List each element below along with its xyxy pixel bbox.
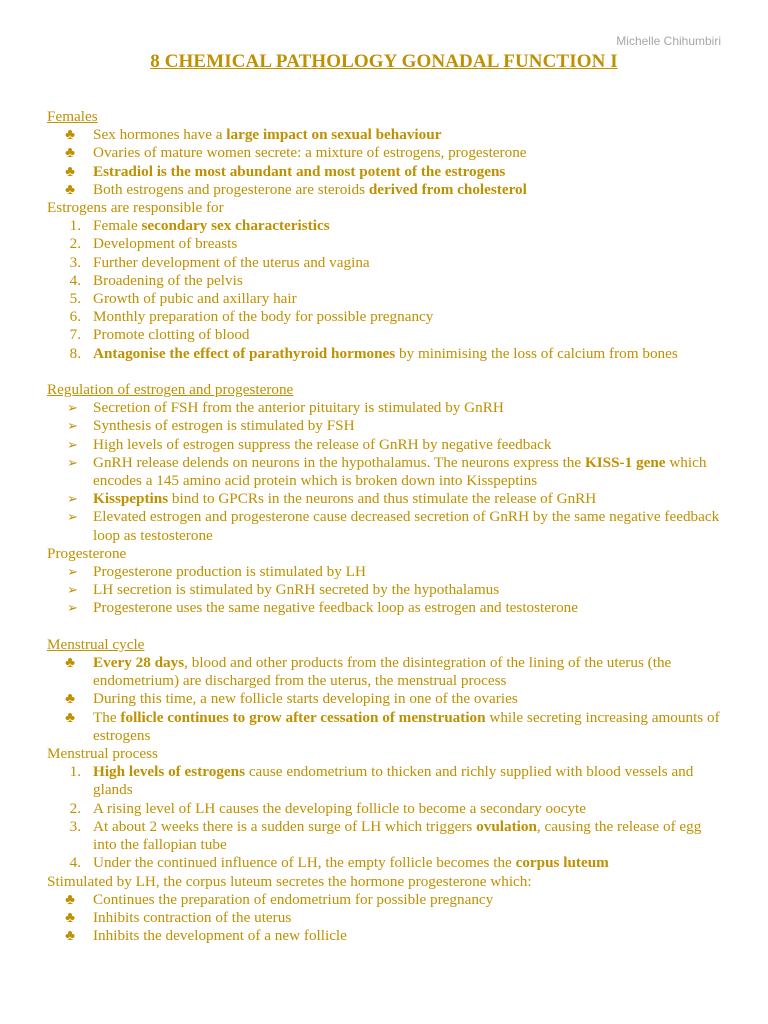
list-item: ➢ Secretion of FSH from the anterior pituitary is stimulated by GnRH — [47, 399, 727, 417]
menstrual-process-list — [47, 763, 727, 872]
arrow-bullet-icon: ➢ — [67, 418, 78, 434]
list-item: ➢ Progesterone production is stimulated by LH — [47, 563, 727, 581]
list-item: ➢ LH secretion is stimulated by GnRH secreted by the hypothalamus — [47, 581, 727, 599]
club-bullet-icon: ♣ — [65, 181, 75, 198]
arrow-bullet-icon: ➢ — [67, 509, 78, 525]
females-list — [47, 126, 727, 199]
author-name: Michelle Chihumbiri — [616, 34, 721, 48]
list-item: 1. Female secondary sex characteristics — [69, 217, 330, 235]
club-bullet-icon: ♣ — [65, 928, 75, 945]
club-bullet-icon: ♣ — [65, 145, 75, 162]
arrow-bullet-icon: ➢ — [67, 436, 78, 452]
list-item: ♣ Estradiol is the most abundant and most potent of the estrogens — [47, 163, 727, 181]
regulation-list — [47, 399, 727, 545]
list-item: 3. At about 2 weeks there is a sudden surge of LH which triggers ovulation, causing the release of egg into the fallopian tube — [69, 817, 702, 854]
arrow-bullet-icon: ➢ — [67, 600, 78, 616]
list-item: ➢ GnRH release delends on neurons in the hypothalamus. The neurons express the KISS-1 gene which encodes a 145 amino acid protein which is broken down into Kisspeptins — [47, 454, 727, 490]
list-item: ♣ During this time, a new follicle starts developing in one of the ovaries — [47, 690, 727, 708]
section-heading-females: Females — [47, 108, 98, 125]
arrow-bullet-icon: ➢ — [67, 582, 78, 598]
club-bullet-icon: ♣ — [65, 163, 75, 180]
club-bullet-icon: ♣ — [65, 709, 75, 726]
list-item: 6. Monthly preparation of the body for possible pregnancy — [69, 308, 434, 326]
list-item: 5. Growth of pubic and axillary hair — [69, 290, 297, 308]
list-item: ♣ Inhibits contraction of the uterus — [47, 909, 727, 927]
list-item: 4. Under the continued influence of LH, the empty follicle becomes the corpus luteum — [69, 854, 609, 872]
club-bullet-icon: ♣ — [65, 891, 75, 908]
arrow-bullet-icon: ➢ — [67, 491, 78, 507]
list-item: ♣ Every 28 days, blood and other products from the disintegration of the lining of the uterus (the endometrium) are discharged from the uterus, the menstrual process — [47, 654, 727, 690]
list-item: ➢ Elevated estrogen and progesterone cause decreased secretion of GnRH by the same negative feedback loop as testosterone — [47, 508, 727, 544]
club-bullet-icon: ♣ — [65, 909, 75, 926]
corpus-luteum-intro: Stimulated by LH, the corpus luteum secretes the hormone progesterone which: — [47, 872, 532, 890]
list-item: ♣ Continues the preparation of endometrium for possible pregnancy — [47, 891, 727, 909]
page-title: 8 CHEMICAL PATHOLOGY GONADAL FUNCTION I — [150, 51, 618, 72]
list-item: ➢ Synthesis of estrogen is stimulated by FSH — [47, 417, 727, 435]
list-item: ♣ Sex hormones have a large impact on sexual behaviour — [47, 126, 727, 144]
menstrual-cycle-list — [47, 654, 727, 745]
club-bullet-icon: ♣ — [65, 691, 75, 708]
progesterone-intro: Progesterone — [47, 544, 127, 562]
arrow-bullet-icon: ➢ — [67, 454, 78, 470]
list-item: 2. A rising level of LH causes the developing follicle to become a secondary oocyte — [69, 799, 587, 817]
list-item: 4. Broadening of the pelvis — [69, 271, 243, 289]
list-item: ♣ Inhibits the development of a new follicle — [47, 927, 727, 945]
progesterone-list — [47, 563, 727, 618]
estrogens-list — [47, 217, 727, 363]
menstrual-process-intro: Menstrual process — [47, 745, 158, 763]
document-body — [47, 108, 727, 945]
corpus-luteum-list — [47, 891, 727, 946]
arrow-bullet-icon: ➢ — [67, 564, 78, 580]
list-item: 3. Further development of the uterus and vagina — [69, 253, 370, 271]
list-item: 2. Development of breasts — [69, 235, 238, 253]
list-item: ➢ High levels of estrogen suppress the release of GnRH by negative feedback — [47, 436, 727, 454]
club-bullet-icon: ♣ — [65, 655, 75, 672]
section-heading-menstrual-cycle: Menstrual cycle — [47, 635, 145, 653]
list-item: ♣ Both estrogens and progesterone are steroids derived from cholesterol — [47, 181, 727, 199]
list-item: ➢ Kisspeptins bind to GPCRs in the neurons and thus stimulate the release of GnRH — [47, 490, 727, 508]
list-item: 1. High levels of estrogens cause endometrium to thicken and richly supplied with blood vessels and glands — [69, 763, 694, 799]
arrow-bullet-icon: ➢ — [67, 400, 78, 416]
list-item: ➢ Progesterone uses the same negative feedback loop as estrogen and testosterone — [47, 599, 727, 617]
section-heading-regulation: Regulation of estrogen and progesterone — [47, 381, 294, 399]
estrogens-intro: Estrogens are responsible for — [47, 199, 224, 217]
club-bullet-icon: ♣ — [65, 127, 75, 144]
list-item: 7. Promote clotting of blood — [69, 326, 250, 344]
list-item: ♣ The follicle continues to grow after cessation of menstruation while secreting increasing amounts of estrogens — [47, 709, 727, 745]
list-item: 8. Antagonise the effect of parathyroid hormones by minimising the loss of calcium from bones — [69, 344, 678, 362]
list-item: ♣ Ovaries of mature women secrete: a mixture of estrogens, progesterone — [47, 144, 727, 162]
